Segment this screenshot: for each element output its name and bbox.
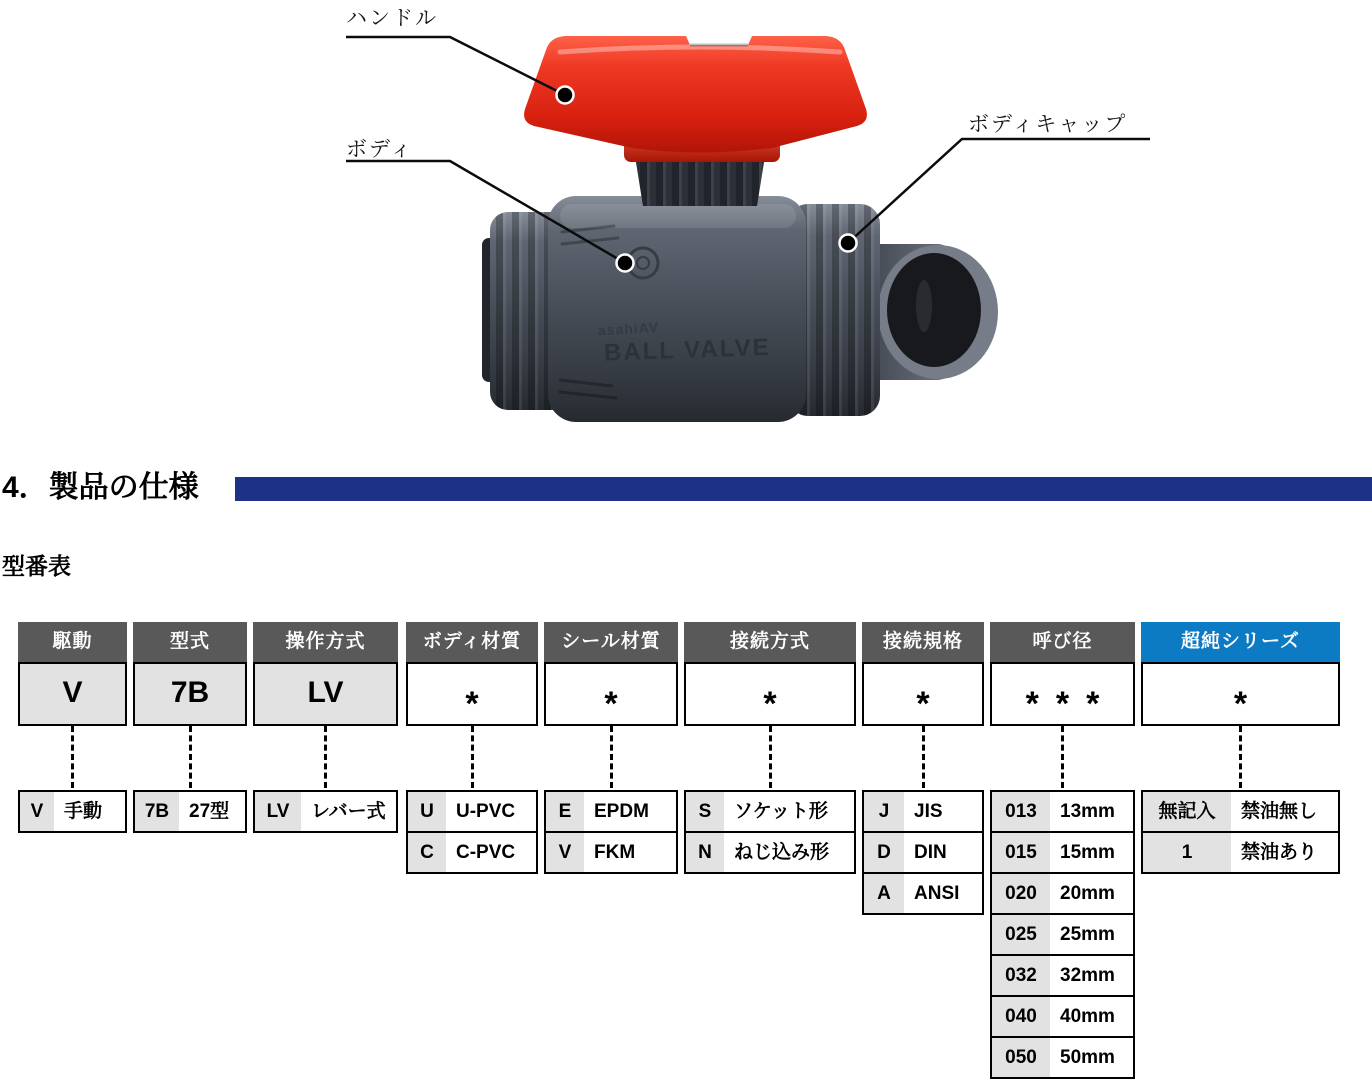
column-code-value: * [544, 662, 678, 726]
column-code-value: LV [253, 662, 398, 726]
model-column-9 [1141, 622, 1340, 874]
model-column-6 [684, 622, 856, 874]
option-code: A [864, 874, 904, 913]
column-header: ボディ材質 [406, 622, 538, 662]
option-row [990, 831, 1135, 874]
option-code: 020 [992, 874, 1050, 913]
option-row [990, 790, 1135, 833]
option-list [133, 790, 247, 833]
section-title: 4．製品の仕様 [2, 471, 199, 504]
model-column-2 [133, 622, 247, 833]
option-list [990, 790, 1135, 1079]
option-code: V [20, 792, 54, 831]
option-label: 40mm [1060, 1006, 1115, 1027]
option-list [684, 790, 856, 874]
option-list [544, 790, 678, 874]
option-row [406, 790, 538, 833]
embossed-brand-text: asahiAV [597, 319, 660, 339]
option-label: DIN [914, 842, 947, 863]
option-row [990, 995, 1135, 1038]
option-code: D [864, 833, 904, 872]
option-label: レバー式 [311, 801, 386, 822]
model-column-4 [406, 622, 538, 874]
body-cap-label: ボディキャップ [968, 113, 1128, 136]
column-header: 接続方式 [684, 622, 856, 662]
option-row [990, 872, 1135, 915]
column-code-value: 7B [133, 662, 247, 726]
dashed-connector [1061, 726, 1064, 788]
option-code: J [864, 792, 904, 831]
dashed-connector [471, 726, 474, 788]
column-header: 型式 [133, 622, 247, 662]
option-code: 015 [992, 833, 1050, 872]
option-row [406, 831, 538, 874]
option-label: 50mm [1060, 1047, 1115, 1068]
column-header: 接続規格 [862, 622, 984, 662]
option-row [1141, 790, 1340, 833]
option-label: 25mm [1060, 924, 1115, 945]
option-list [253, 790, 398, 833]
option-row [133, 790, 247, 833]
option-label: 禁油無し [1241, 801, 1318, 822]
option-row [18, 790, 127, 833]
option-code: 050 [992, 1038, 1050, 1077]
option-row [544, 790, 678, 833]
model-column-3 [253, 622, 398, 833]
option-label: C-PVC [456, 842, 516, 863]
column-header: 駆動 [18, 622, 127, 662]
model-column-5 [544, 622, 678, 874]
column-code-value: *** [990, 662, 1135, 726]
column-header: 操作方式 [253, 622, 398, 662]
option-label: 32mm [1060, 965, 1115, 986]
option-code: LV [255, 792, 301, 831]
column-header: シール材質 [544, 622, 678, 662]
option-row [862, 790, 984, 833]
dashed-connector [922, 726, 925, 788]
column-code-value: * [406, 662, 538, 726]
option-row [684, 831, 856, 874]
option-label: 13mm [1060, 801, 1115, 822]
option-label: 手動 [64, 801, 103, 822]
option-code: C [408, 833, 446, 872]
option-row [684, 790, 856, 833]
option-label: ねじ込み形 [734, 842, 830, 863]
option-code: 7B [135, 792, 179, 831]
option-code: E [546, 792, 584, 831]
option-label: JIS [914, 801, 943, 822]
option-row [862, 872, 984, 915]
dashed-connector [610, 726, 613, 788]
subsection-title: 型番表 [2, 553, 71, 579]
column-code-value: * [862, 662, 984, 726]
option-code: 無記入 [1143, 792, 1231, 831]
option-label: 20mm [1060, 883, 1115, 904]
column-header: 超純シリーズ [1141, 622, 1340, 662]
dashed-connector [71, 726, 74, 788]
option-label: 禁油あり [1241, 842, 1318, 863]
option-list [406, 790, 538, 874]
dashed-connector [769, 726, 772, 788]
option-list [1141, 790, 1340, 874]
model-column-1 [18, 622, 127, 833]
option-row [253, 790, 398, 833]
option-label: ソケット形 [734, 801, 828, 822]
dashed-connector [1239, 726, 1242, 788]
column-code-value: V [18, 662, 127, 726]
option-row [990, 913, 1135, 956]
option-label: FKM [594, 842, 636, 863]
option-code: N [686, 833, 724, 872]
option-row [544, 831, 678, 874]
handle-label: ハンドル [346, 7, 438, 30]
option-label: EPDM [594, 801, 649, 822]
option-code: V [546, 833, 584, 872]
body-label: ボディ [346, 138, 414, 161]
option-list [862, 790, 984, 915]
option-code: 1 [1143, 833, 1231, 872]
option-row [990, 954, 1135, 997]
option-label: 27型 [189, 801, 230, 822]
column-code-value: * [1141, 662, 1340, 726]
option-row [990, 1036, 1135, 1079]
option-row [862, 831, 984, 874]
model-column-8 [990, 622, 1135, 1079]
option-code: 025 [992, 915, 1050, 954]
option-label: 15mm [1060, 842, 1115, 863]
option-label: ANSI [914, 883, 960, 904]
option-code: 040 [992, 997, 1050, 1036]
option-row [1141, 831, 1340, 874]
column-code-value: * [684, 662, 856, 726]
option-list [18, 790, 127, 833]
column-header: 呼び径 [990, 622, 1135, 662]
option-code: 013 [992, 792, 1050, 831]
dashed-connector [324, 726, 327, 788]
model-column-7 [862, 622, 984, 915]
option-label: U-PVC [456, 801, 516, 822]
dashed-connector [189, 726, 192, 788]
option-code: S [686, 792, 724, 831]
option-code: 032 [992, 956, 1050, 995]
embossed-product-text: BALL VALVE [603, 333, 772, 367]
option-code: U [408, 792, 446, 831]
